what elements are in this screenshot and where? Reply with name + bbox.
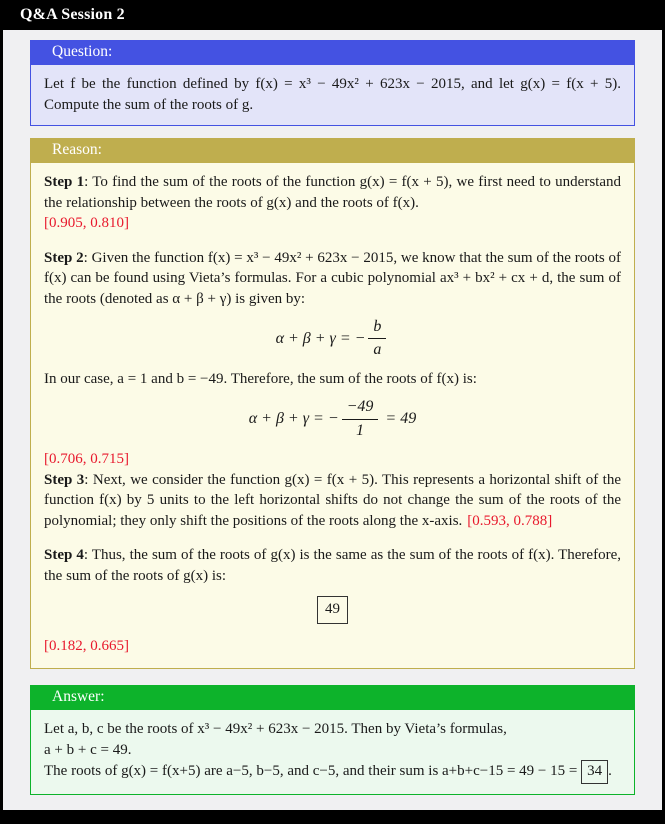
equation-lhs: α + β + γ = − bbox=[275, 329, 366, 347]
answer-sum-text: The roots of g(x) = f(x+5) are a−5, b−5, and c−5, and their sum is a+b+c−15 = 49 − 15 = bbox=[44, 763, 582, 780]
answer-header bbox=[30, 685, 635, 710]
step-4-text: : Thus, the sum of the roots of g(x) is the same as the sum of the roots of f(x). Therefore, the sum of the roots of g(x) is: bbox=[44, 547, 621, 584]
bottom-bar bbox=[0, 810, 665, 824]
answer-line-1: Let a, b, c be the roots of x³ − 49x² + 623x − 2015. Then by Vieta’s formulas, bbox=[44, 721, 507, 738]
fraction-numerator: b bbox=[368, 318, 386, 339]
reason-header bbox=[30, 138, 635, 163]
equation-lhs: α + β + γ = − bbox=[248, 409, 339, 427]
step-3-label: Step 3 bbox=[44, 471, 85, 488]
fraction-denominator: 1 bbox=[356, 421, 365, 439]
step-2-coordinate-tag: [0.706, 0.715] bbox=[44, 451, 129, 468]
boxed-result-49: 49 bbox=[317, 596, 348, 624]
step-1-paragraph bbox=[44, 172, 621, 213]
question-text: Let f be the function defined by f(x) = x³ − 49x² + 623x − 2015, and let g(x) = f(x + 5). Compute the sum of the roots of g. bbox=[44, 76, 621, 113]
reason-body bbox=[30, 163, 635, 669]
step-2-label: Step 2 bbox=[44, 249, 84, 266]
vieta-general-equation bbox=[44, 318, 621, 360]
title-bar bbox=[0, 0, 665, 30]
question-header bbox=[30, 40, 635, 65]
vieta-values-equation bbox=[44, 398, 621, 440]
boxed-final-answer-34: 34 bbox=[581, 760, 608, 784]
step-3-paragraph bbox=[44, 470, 621, 532]
reason-section bbox=[30, 138, 635, 669]
content-area bbox=[3, 30, 662, 810]
reason-header-label: Reason: bbox=[52, 141, 102, 158]
question-header-label: Question: bbox=[52, 43, 113, 60]
question-section bbox=[30, 40, 635, 126]
fraction bbox=[368, 318, 386, 360]
answer-section bbox=[30, 685, 635, 795]
step-3-text: : Next, we consider the function g(x) = f(x + 5). This represents a horizontal shift of the function f(x) by 5 units to the left horizontal shifts do not change the sum of the roots of the polynomial; they only shift the positions of the roots along the x-axis. bbox=[44, 471, 621, 529]
step-1-text: : To find the sum of the roots of the function g(x) = f(x + 5), we first need to understand the relationship between the roots of g(x) and the roots of f(x). bbox=[44, 174, 622, 211]
answer-period: . bbox=[608, 763, 612, 780]
step-2-interline-text: In our case, a = 1 and b = −49. Therefore, the sum of the roots of f(x) is: bbox=[44, 370, 477, 387]
answer-header-label: Answer: bbox=[52, 688, 105, 706]
step-4-paragraph bbox=[44, 545, 621, 586]
equation-rhs: = 49 bbox=[381, 409, 417, 427]
answer-final-paragraph bbox=[44, 760, 621, 784]
answer-vieta-paragraph bbox=[44, 719, 621, 760]
step-4-label: Step 4 bbox=[44, 547, 84, 564]
fraction-numerator: −49 bbox=[342, 398, 379, 419]
answer-line-2: a + b + c = 49. bbox=[44, 741, 132, 758]
page-title: Q&A Session 2 bbox=[20, 6, 125, 23]
boxed-result-line bbox=[44, 596, 621, 624]
step-4-coordinate-tag: [0.182, 0.665] bbox=[44, 637, 129, 654]
step-2-paragraph bbox=[44, 248, 621, 310]
step-1-coordinate-tag: [0.905, 0.810] bbox=[44, 215, 129, 231]
step-2-text: : Given the function f(x) = x³ − 49x² + 623x − 2015, we know that the sum of the roots of f(x) can be found using Vieta’s formulas. For a cubic polynomial ax³ + bx² + cx + d, the sum of the roots (denoted as α + β + γ) is given by: bbox=[44, 249, 622, 307]
step-3-coordinate-tag: [0.593, 0.788] bbox=[467, 512, 553, 529]
step-1-label: Step 1 bbox=[44, 174, 85, 190]
question-body bbox=[30, 65, 635, 126]
fraction-denominator: a bbox=[373, 341, 382, 359]
answer-body bbox=[30, 710, 635, 795]
fraction bbox=[342, 398, 379, 440]
